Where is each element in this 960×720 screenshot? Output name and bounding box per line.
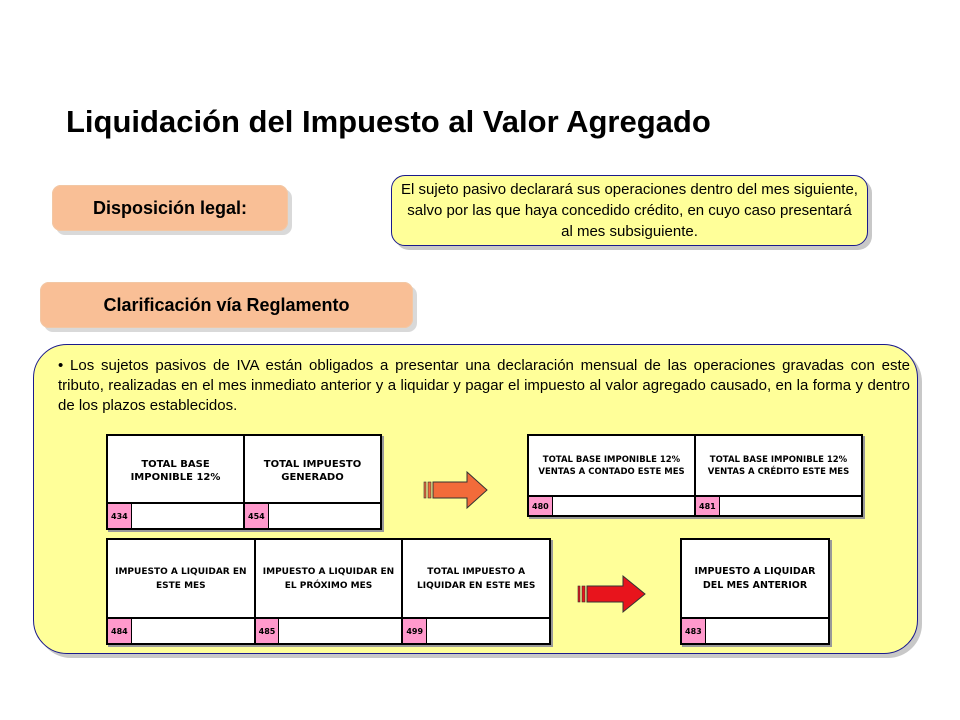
form-cell-value [279, 619, 401, 643]
form-cell [108, 436, 245, 528]
form-cell-value [269, 504, 380, 528]
legal-provision-label: Disposición legal: [52, 185, 288, 231]
form-cell-value [132, 504, 243, 528]
form-cell-label: IMPUESTO A LIQUIDAR EN ESTE MES [115, 566, 247, 591]
form-tax-to-settle [106, 538, 551, 645]
form-cell [529, 436, 696, 515]
form-cell-label: TOTAL IMPUESTO GENERADO [263, 459, 362, 483]
form-cell-code: 481 [696, 497, 720, 515]
form-cell [245, 436, 380, 528]
regulation-text: • Los sujetos pasivos de IVA están obligados a presentar una declaración mensual de las operaciones gravadas con este tributo, realizadas en el mes inmediato anterior y a liquidar y pagar el impuesto al valor agregado causado, en la forma y dentro de los plazos establecidos. [58, 357, 910, 414]
form-cell-value [132, 619, 254, 643]
form-cell-value [427, 619, 549, 643]
form-cell-value [720, 497, 861, 515]
form-cell-code: 483 [682, 619, 706, 643]
form-cell-code: 484 [108, 619, 132, 643]
slide-title: Liquidación del Impuesto al Valor Agregado [66, 104, 711, 139]
regulation-label: Clarificación vía Reglamento [40, 282, 413, 328]
form-current-sales [106, 434, 382, 530]
form-previous-month [680, 538, 830, 645]
form-cell [256, 540, 404, 643]
form-cell [108, 540, 256, 643]
right-arrow-icon [423, 470, 489, 510]
form-cell-code: 454 [245, 504, 269, 528]
form-cell-label: IMPUESTO A LIQUIDAR EN EL PRÓXIMO MES [262, 566, 395, 591]
form-cell-code: 480 [529, 497, 553, 515]
form-cell-label: TOTAL BASE IMPONIBLE 12% VENTAS A CONTADO ESTE MES [538, 454, 685, 477]
form-cell-value [706, 619, 828, 643]
form-cell [682, 540, 828, 643]
form-cell-label: TOTAL BASE IMPONIBLE 12% VENTAS A CRÉDITO ESTE MES [707, 454, 850, 477]
form-cell-value [553, 497, 694, 515]
legal-provision-note: El sujeto pasivo declarará sus operaciones dentro del mes siguiente, salvo por las que haya concedido crédito, en cuyo caso presentará al mes subsiguiente. [391, 175, 868, 246]
form-cell-code: 485 [256, 619, 280, 643]
right-arrow-icon [577, 574, 647, 614]
form-cell-label: IMPUESTO A LIQUIDAR DEL MES ANTERIOR [694, 565, 816, 591]
form-cell [696, 436, 861, 515]
form-cell-code: 499 [403, 619, 427, 643]
form-split-sales [527, 434, 863, 517]
form-cell [403, 540, 549, 643]
form-cell-label: TOTAL IMPUESTO A LIQUIDAR EN ESTE MES [417, 566, 536, 591]
form-cell-label: TOTAL BASE IMPONIBLE 12% [130, 459, 221, 483]
form-cell-code: 434 [108, 504, 132, 528]
